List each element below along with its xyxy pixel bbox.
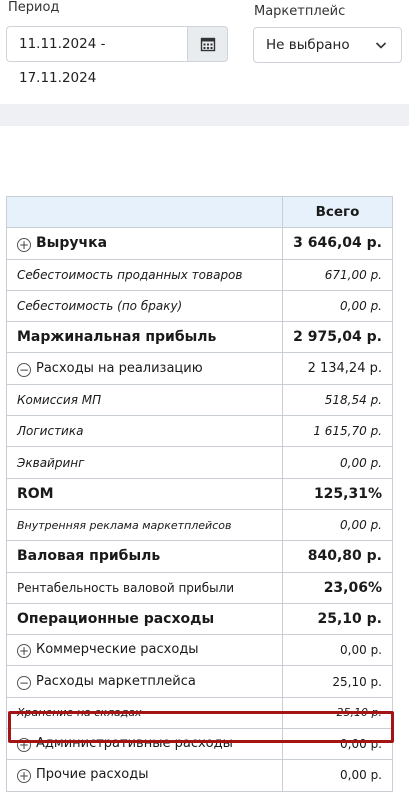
row-value: 1 615,70 р. — [283, 416, 393, 447]
row-label: Рентабельность валовой прибыли — [7, 572, 283, 603]
minus-circle-icon[interactable]: − — [18, 675, 30, 690]
minus-circle-icon[interactable]: − — [18, 362, 30, 377]
row-label: Маржинальная прибыль — [7, 322, 283, 353]
table-row-rom — [7, 478, 393, 509]
row-label-cell — [7, 666, 283, 697]
row-label: Расходы маркетплейса — [36, 673, 196, 689]
marketplace-select-value: Не выбрано — [266, 37, 350, 53]
row-label: Себестоимость (по браку) — [7, 290, 283, 321]
table-row-logistics — [7, 416, 393, 447]
row-value: 2 975,04 р. — [283, 322, 393, 353]
chevron-down-icon — [375, 39, 387, 51]
financial-report-table — [6, 196, 393, 792]
row-label: Внутренняя реклама маркетплейсов — [7, 509, 283, 540]
row-label: Логистика — [7, 416, 283, 447]
row-value: 0,00 р. — [283, 290, 393, 321]
calendar-icon — [200, 36, 216, 52]
period-label: Период — [8, 0, 60, 15]
header-total: Всего — [283, 197, 393, 228]
row-label: Себестоимость проданных товаров — [7, 259, 283, 290]
row-value: 2 134,24 р. — [283, 353, 393, 384]
row-value: 0,00 р. — [283, 447, 393, 478]
row-value: 25,10 р. — [283, 666, 393, 697]
row-label: Эквайринг — [7, 447, 283, 478]
row-value: 125,31% — [283, 478, 393, 509]
row-label-cell — [7, 635, 283, 666]
row-value: 23,06% — [283, 572, 393, 603]
period-input[interactable]: 11.11.2024 - 17.11.2024 — [6, 26, 187, 62]
report-table-container — [6, 196, 392, 792]
row-label-cell — [7, 760, 283, 791]
row-value: 518,54 р. — [283, 384, 393, 415]
table-row-marketplace-expenses — [7, 666, 393, 697]
table-row-cogs — [7, 259, 393, 290]
row-value: 3 646,04 р. — [283, 228, 393, 259]
header-blank-cell — [7, 197, 283, 228]
row-label-cell — [7, 228, 283, 259]
row-value: 840,80 р. — [283, 541, 393, 572]
plus-circle-icon[interactable]: + — [18, 738, 30, 753]
row-label: Операционные расходы — [7, 603, 283, 634]
row-value: 0,00 р. — [283, 760, 393, 791]
row-value: 25,10 р. — [283, 697, 393, 728]
table-row-defect-cost — [7, 290, 393, 321]
table-row-mp-commission — [7, 384, 393, 415]
row-label: ROM — [7, 478, 283, 509]
table-row-selling-expenses — [7, 353, 393, 384]
table-row-revenue — [7, 228, 393, 259]
table-row-internal-ads — [7, 509, 393, 540]
table-row-gross-margin — [7, 572, 393, 603]
plus-circle-icon[interactable]: + — [18, 644, 30, 659]
marketplace-select[interactable] — [253, 27, 402, 63]
table-row-gross-profit — [7, 541, 393, 572]
table-row-acquiring — [7, 447, 393, 478]
table-row-other-expenses — [7, 760, 393, 791]
row-value: 25,10 р. — [283, 603, 393, 634]
row-value: 671,00 р. — [283, 259, 393, 290]
row-label: Выручка — [36, 234, 108, 251]
row-label-cell — [7, 729, 283, 760]
row-label: Коммерческие расходы — [36, 642, 199, 658]
table-row-admin-expenses — [7, 729, 393, 760]
row-label: Расходы на реализацию — [36, 360, 203, 376]
row-label: Административные расходы — [36, 736, 233, 752]
row-label-cell — [7, 353, 283, 384]
marketplace-label: Маркетплейс — [254, 4, 346, 19]
table-header-row — [7, 197, 393, 228]
table-row-operating-expenses — [7, 603, 393, 634]
plus-circle-icon[interactable]: + — [18, 237, 30, 252]
table-row-commercial-expenses — [7, 635, 393, 666]
row-label: Комиссия МП — [7, 384, 283, 415]
table-row-warehouse-storage — [7, 697, 393, 728]
row-label: Хранение на складах — [7, 697, 283, 728]
table-row-margin-profit — [7, 322, 393, 353]
row-label: Валовая прибыль — [7, 541, 283, 572]
row-value: 0,00 р. — [283, 509, 393, 540]
section-divider — [0, 104, 409, 126]
filters-panel — [0, 0, 409, 104]
row-value: 0,00 р. — [283, 729, 393, 760]
row-value: 0,00 р. — [283, 635, 393, 666]
row-label: Прочие расходы — [36, 767, 149, 783]
calendar-button[interactable] — [187, 26, 228, 62]
plus-circle-icon[interactable]: + — [18, 769, 30, 784]
